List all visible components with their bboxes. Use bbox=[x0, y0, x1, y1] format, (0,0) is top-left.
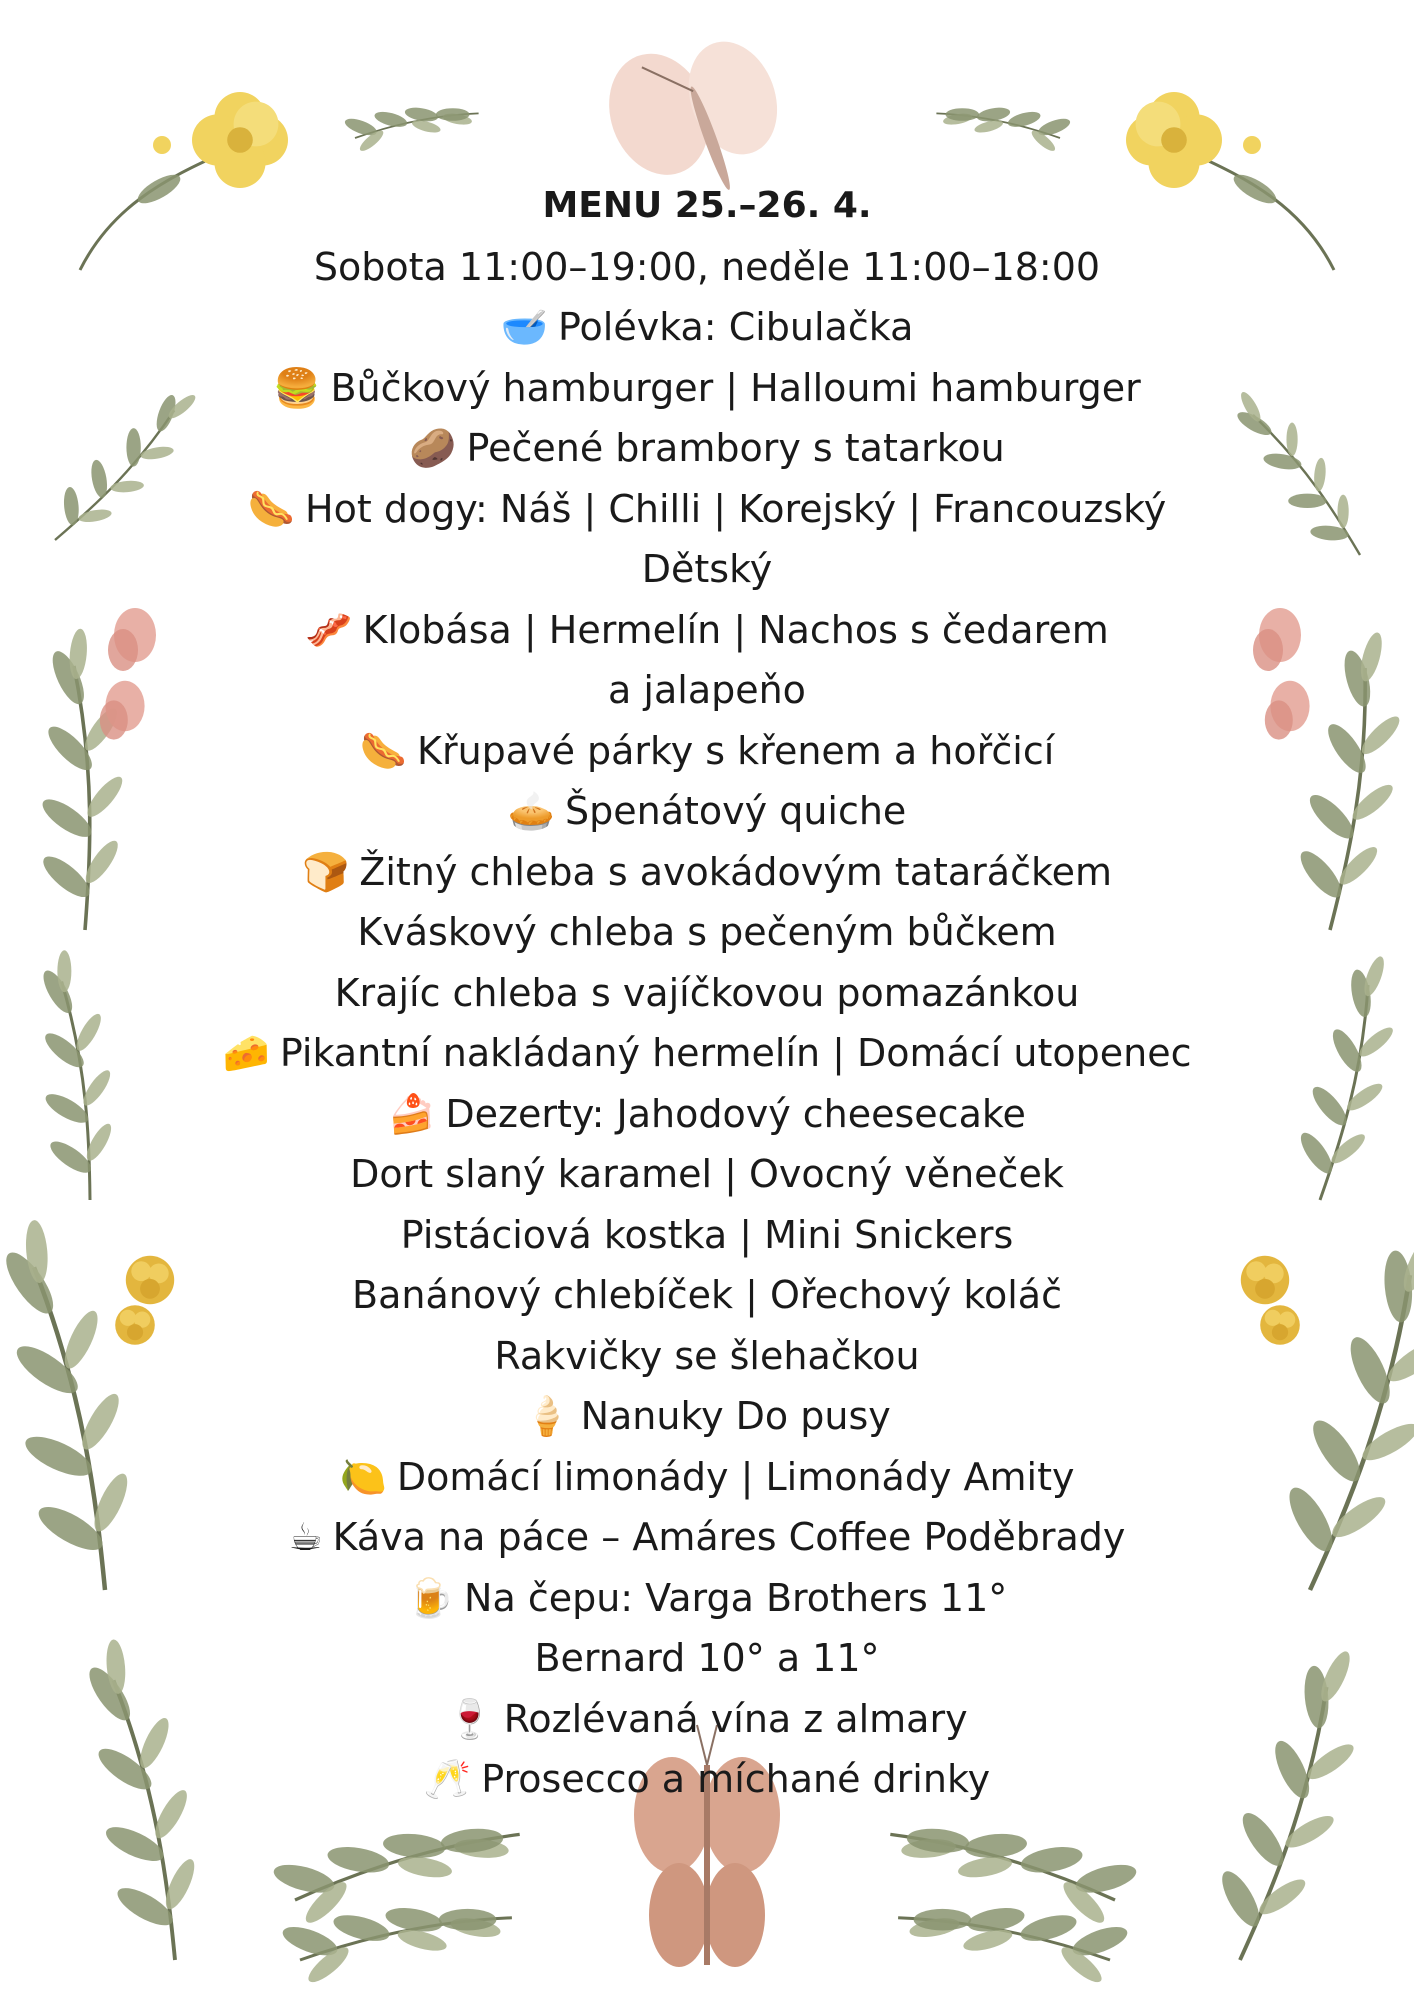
menu-item-text: Pikantní nakládaný hermelín | Domácí utopenec bbox=[279, 1031, 1192, 1075]
menu-item-text: Domácí limonády | Limonády Amity bbox=[396, 1454, 1075, 1499]
menu-item-text: Pečené brambory s tatarkou bbox=[466, 426, 1005, 470]
menu-item bbox=[0, 781, 1414, 842]
menu-item bbox=[0, 902, 1414, 963]
menu-item bbox=[0, 297, 1414, 358]
bottom-branch-right-2 bbox=[892, 1880, 1134, 1992]
menu-item-text: Dětský bbox=[641, 547, 773, 591]
bottom-branch-left-2 bbox=[276, 1880, 518, 1992]
menu bbox=[0, 176, 1414, 1810]
menu-item-text: Prosecco a míchané drinky bbox=[481, 1757, 991, 1801]
menu-item-text: Polévka: Cibulačka bbox=[557, 305, 914, 349]
menu-item bbox=[0, 418, 1414, 479]
menu-item-emoji-icon: 🍰 bbox=[388, 1091, 436, 1136]
menu-item-emoji-icon: 🍞 bbox=[301, 849, 350, 894]
menu-lines bbox=[0, 297, 1414, 1810]
menu-item-text: Pistáciová kostka | Mini Snickers bbox=[400, 1212, 1014, 1257]
menu-item-text: Nanuky Do pusy bbox=[580, 1394, 891, 1438]
menu-item bbox=[0, 479, 1414, 540]
menu-item bbox=[0, 660, 1414, 721]
menu-item-emoji-icon: 🍺 bbox=[406, 1575, 455, 1620]
menu-item-emoji-icon: 🌭 bbox=[359, 728, 408, 773]
menu-item-emoji-icon: 🥂 bbox=[423, 1757, 472, 1801]
menu-item-text: Hot dogy: Náš | Chilli | Korejský | Francouzský bbox=[305, 486, 1167, 531]
menu-item bbox=[0, 539, 1414, 600]
menu-item-text: Rakvičky se šlehačkou bbox=[494, 1333, 920, 1378]
menu-item-emoji-icon: 🧀 bbox=[222, 1031, 270, 1075]
menu-item bbox=[0, 600, 1414, 661]
menu-item-emoji-icon: 🍷 bbox=[446, 1696, 494, 1741]
menu-item bbox=[0, 1628, 1414, 1689]
menu-item-text: Žitný chleba s avokádovým tataráčkem bbox=[359, 849, 1113, 894]
menu-item bbox=[0, 1386, 1414, 1447]
menu-item bbox=[0, 1447, 1414, 1508]
menu-item-text: Banánový chlebíček | Ořechový koláč bbox=[352, 1273, 1062, 1317]
menu-item-text: Křupavé párky s křenem a hořčicí bbox=[417, 728, 1055, 773]
menu-item-text: Bůčkový hamburger | Halloumi hamburger bbox=[330, 365, 1141, 410]
menu-item bbox=[0, 1749, 1414, 1810]
menu-item bbox=[0, 1084, 1414, 1145]
menu-item-emoji-icon: 🥔 bbox=[409, 426, 457, 470]
menu-item-text: Dezerty: Jahodový cheesecake bbox=[445, 1091, 1026, 1136]
menu-item bbox=[0, 1568, 1414, 1629]
menu-item bbox=[0, 721, 1414, 782]
menu-item-emoji-icon: 🍋 bbox=[339, 1454, 387, 1499]
menu-item bbox=[0, 1689, 1414, 1750]
menu-item-text: Dort slaný karamel | Ovocný věneček bbox=[350, 1152, 1064, 1196]
menu-item bbox=[0, 1507, 1414, 1568]
menu-title: MENU 25.–26. 4. bbox=[542, 185, 872, 226]
menu-item bbox=[0, 358, 1414, 419]
opening-hours: Sobota 11:00–19:00, neděle 11:00–18:00 bbox=[313, 244, 1101, 289]
menu-item-emoji-icon: 🍦 bbox=[523, 1394, 571, 1438]
menu-item-text: Rozlévaná vína z almary bbox=[503, 1696, 968, 1741]
top-branch-left bbox=[341, 92, 482, 157]
top-branch-right bbox=[933, 92, 1074, 157]
menu-item bbox=[0, 1326, 1414, 1387]
menu-item-emoji-icon: 🍔 bbox=[273, 365, 321, 410]
menu-item bbox=[0, 1205, 1414, 1266]
menu-item-text: Káva na páce – Amáres Coffee Poděbrady bbox=[332, 1515, 1126, 1559]
menu-item-emoji-icon: 🥓 bbox=[305, 607, 353, 652]
menu-item bbox=[0, 1144, 1414, 1205]
menu-item-text: Krajíc chleba s vajíčkovou pomazánkou bbox=[334, 970, 1080, 1015]
menu-item-emoji-icon: ☕ bbox=[288, 1515, 323, 1559]
menu-item bbox=[0, 1023, 1414, 1084]
menu-item bbox=[0, 963, 1414, 1024]
menu-item-emoji-icon: 🥣 bbox=[500, 305, 548, 349]
menu-item-text: a jalapeňo bbox=[608, 668, 806, 712]
menu-item-text: Na čepu: Varga Brothers 11° bbox=[464, 1575, 1008, 1620]
menu-item-text: Bernard 10° a 11° bbox=[534, 1636, 880, 1680]
menu-item-text: Kváskový chleba s pečeným bůčkem bbox=[357, 910, 1057, 954]
menu-item-emoji-icon: 🥧 bbox=[507, 789, 555, 833]
menu-item bbox=[0, 842, 1414, 903]
menu-item-emoji-icon: 🌭 bbox=[247, 486, 296, 531]
menu-item-text: Špenátový quiche bbox=[565, 789, 907, 833]
menu-item bbox=[0, 1265, 1414, 1326]
menu-item-text: Klobása | Hermelín | Nachos s čedarem bbox=[362, 607, 1109, 652]
